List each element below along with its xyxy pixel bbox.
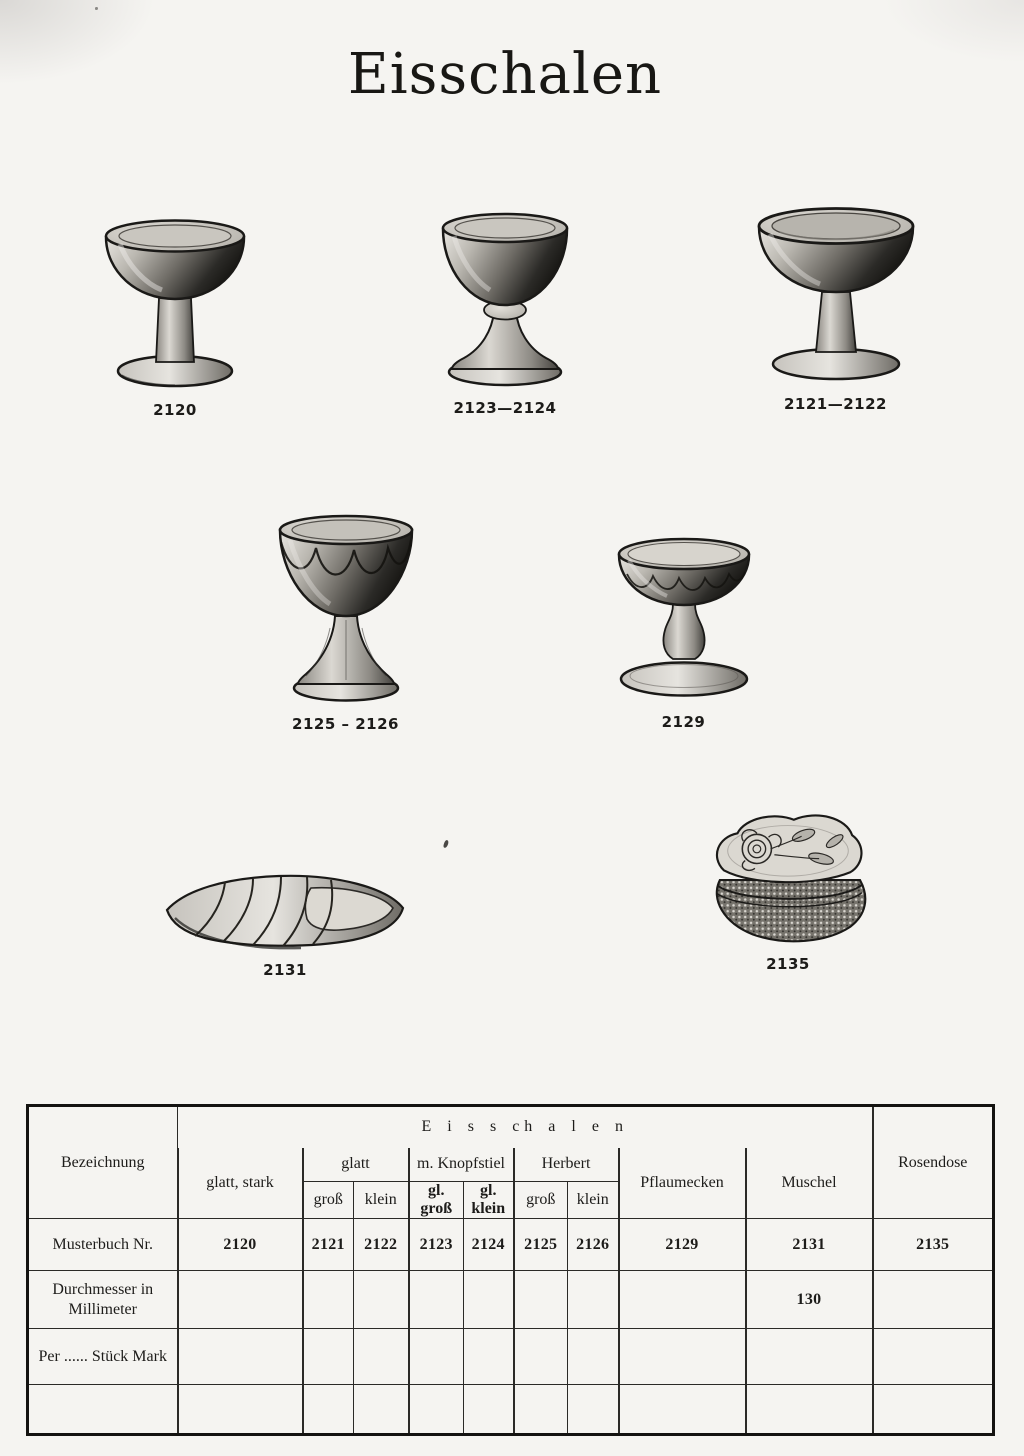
cell-value: 130 <box>746 1271 873 1329</box>
header-bezeichnung: Bezeichnung <box>28 1106 178 1219</box>
cell-value <box>178 1271 303 1329</box>
figure-2131 <box>160 858 410 979</box>
cell-value <box>354 1385 409 1435</box>
row-label <box>28 1385 178 1435</box>
cell-value <box>409 1385 464 1435</box>
cell-value <box>514 1385 568 1435</box>
cell-value: 2131 <box>746 1219 873 1271</box>
cell-value <box>514 1329 568 1385</box>
cell-value <box>568 1385 619 1435</box>
table-row-musterbuch <box>28 1219 994 1271</box>
cell-value <box>619 1329 746 1385</box>
figure-2125-2126 <box>258 508 433 733</box>
cell-value: 2121 <box>303 1219 354 1271</box>
cell-value <box>464 1385 514 1435</box>
figure-label: 2120 <box>153 401 197 419</box>
cell-value <box>354 1271 409 1329</box>
subheader-kn-gross: gl. groß <box>409 1182 464 1219</box>
figure-2120 <box>95 212 255 419</box>
cell-value <box>619 1271 746 1329</box>
figure-2129 <box>601 528 766 731</box>
header-pflaumecken: Pflaumecken <box>619 1148 746 1219</box>
row-label: Per ...... Stück Mark <box>28 1329 178 1385</box>
cell-value: 2122 <box>354 1219 409 1271</box>
cell-value: 2129 <box>619 1219 746 1271</box>
figure-label: 2125 – 2126 <box>292 715 399 733</box>
goblet-paneled-image <box>260 508 432 712</box>
cell-value <box>178 1385 303 1435</box>
figure-label: 2129 <box>661 713 706 731</box>
cell-value <box>873 1385 994 1435</box>
header-glatt: glatt <box>303 1148 409 1182</box>
cell-value: 2124 <box>464 1219 514 1271</box>
cell-value <box>464 1329 514 1385</box>
goblet-large-image <box>750 198 922 392</box>
figure-2123-2124 <box>425 206 585 417</box>
subheader-herbert-gross: groß <box>514 1182 568 1219</box>
subheader-kn-klein: gl. klein <box>464 1182 514 1219</box>
subheader-glatt-gross: groß <box>303 1182 354 1219</box>
cell-value: 2126 <box>568 1219 619 1271</box>
cell-value <box>873 1329 994 1385</box>
header-glatt-stark: glatt, stark <box>178 1148 303 1219</box>
header-muschel: Muschel <box>746 1148 873 1219</box>
cell-value <box>303 1385 354 1435</box>
header-herbert: Herbert <box>514 1148 619 1182</box>
cell-value: 2123 <box>409 1219 464 1271</box>
cell-value: 2120 <box>178 1219 303 1271</box>
figure-label: 2121—2122 <box>784 395 887 413</box>
cell-value <box>354 1329 409 1385</box>
header-knopfstiel: m. Knopfstiel <box>409 1148 514 1182</box>
header-rosendose: Rosendose <box>873 1106 994 1219</box>
row-label: Musterbuch Nr. <box>28 1219 178 1271</box>
figure-label: 2131 <box>263 961 307 979</box>
figure-label: 2123—2124 <box>453 399 557 417</box>
cell-value <box>409 1329 464 1385</box>
goblet-knob-stem-image <box>430 206 580 396</box>
cell-value <box>619 1385 746 1435</box>
price-table <box>26 1104 995 1436</box>
cell-value <box>568 1329 619 1385</box>
subheader-glatt-klein: klein <box>354 1182 409 1219</box>
rose-box-image <box>700 810 876 952</box>
figure-2135 <box>698 810 878 973</box>
goblet-smooth-image <box>100 212 250 398</box>
table-row-durchmesser <box>28 1271 994 1329</box>
cell-value <box>409 1271 464 1329</box>
cell-value <box>178 1329 303 1385</box>
subheader-herbert-klein: klein <box>568 1182 619 1219</box>
page-title: Eisschalen <box>347 42 663 107</box>
scan-speck <box>95 7 98 10</box>
row-label: Durchmesser in Millimeter <box>28 1271 178 1329</box>
table-row-empty <box>28 1385 994 1435</box>
cell-value: 2125 <box>514 1219 568 1271</box>
table-header-title-row <box>28 1106 994 1148</box>
table-title: E i s s ch a l e n <box>178 1106 873 1148</box>
figure-label: 2135 <box>766 955 810 973</box>
cell-value <box>303 1271 354 1329</box>
goblet-herbert-image <box>603 528 765 710</box>
cell-value <box>464 1271 514 1329</box>
cell-value <box>568 1271 619 1329</box>
cell-value <box>303 1329 354 1385</box>
scan-speck <box>443 840 449 849</box>
cell-value: 2135 <box>873 1219 994 1271</box>
shell-dish-image <box>161 858 409 958</box>
cell-value <box>873 1271 994 1329</box>
cell-value <box>746 1329 873 1385</box>
table-row-per-stueck <box>28 1329 994 1385</box>
figure-2121-2122 <box>748 198 923 413</box>
cell-value <box>746 1385 873 1435</box>
cell-value <box>514 1271 568 1329</box>
